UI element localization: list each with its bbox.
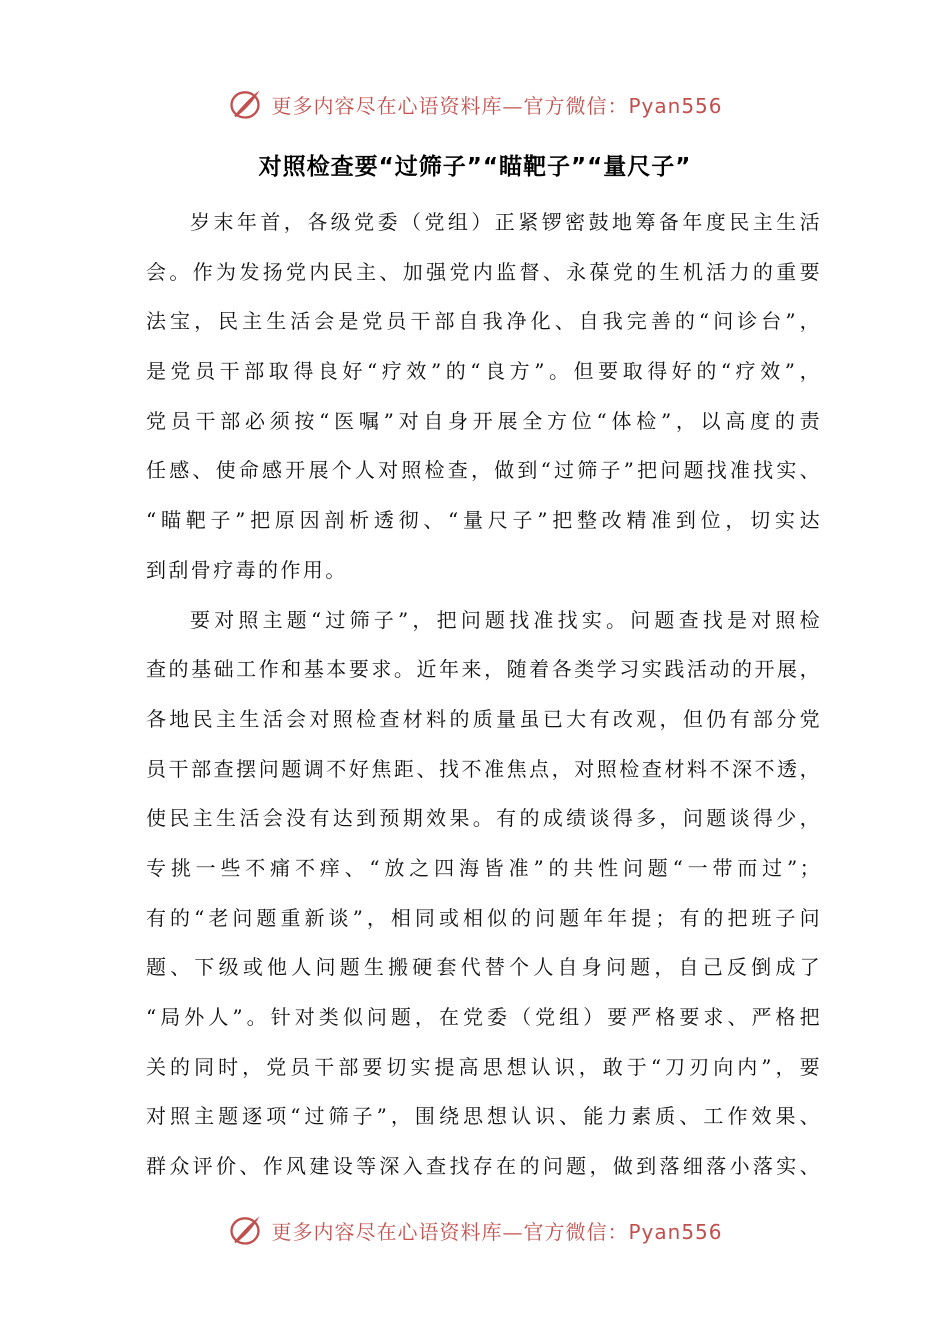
watermark-banner-bottom — [0, 1208, 950, 1252]
text-line: 要对照主题“过筛子”，把问题找准找实。问题查找是对照检 — [190, 607, 822, 632]
text-line: “瞄靶子”把原因剖析透彻、“量尺子”把整改精准到位，切实达 — [146, 508, 822, 533]
text-line: 有的“老问题重新谈”，相同或相似的问题年年提；有的把班子问 — [146, 905, 822, 930]
text-line: 岁末年首，各级党委（党组）正紧锣密鼓地筹备年度民主生活 — [190, 210, 822, 234]
text-line: 到刮骨疗毒的作用。 — [146, 557, 348, 582]
text-line: 各地民主生活会对照检查材料的质量虽已大有改观，但仍有部分党 — [146, 706, 822, 731]
text-line: “局外人”。针对类似问题，在党委（党组）要严格要求、严格把 — [146, 1005, 822, 1029]
text-line: 关的同时，党员干部要切实提高思想认识，敢于“刀刃向内”，要 — [146, 1054, 822, 1079]
watermark-wechat-id: Pyan556 — [628, 1219, 723, 1244]
text-line: 群众评价、作风建设等深入查找存在的问题，做到落细落小落实、 — [146, 1154, 822, 1179]
text-line: 会。作为发扬党内民主、加强党内监督、永葆党的生机活力的重要 — [146, 259, 822, 284]
text-line: 是党员干部取得良好“疗效”的“良方”。但要取得好的“疗效”， — [146, 359, 822, 384]
watermark-text — [271, 90, 722, 119]
document-body — [146, 198, 822, 1192]
paragraph-1 — [146, 198, 822, 596]
text-line: 查的基础工作和基本要求。近年来，随着各类学习实践活动的开展， — [146, 657, 822, 682]
text-line: 党员干部必须按“医嘱”对自身开展全方位“体检”，以高度的责 — [146, 408, 822, 433]
watermark-text-cn: 更多内容尽在心语资料库—官方微信： — [271, 93, 629, 118]
text-line: 员干部查摆问题调不好焦距、找不准焦点，对照检查材料不深不透， — [146, 756, 822, 781]
paragraph-2 — [146, 596, 822, 1192]
text-line: 法宝，民主生活会是党员干部自我净化、自我完善的“问诊台”， — [146, 309, 822, 334]
text-line: 专挑一些不痛不痒、“放之四海皆准”的共性问题“一带而过”； — [146, 855, 822, 880]
quill-pen-logo-icon — [227, 1212, 263, 1248]
text-line: 题、下级或他人问题生搬硬套代替个人自身问题，自己反倒成了 — [146, 955, 822, 980]
watermark-banner-top — [0, 82, 950, 126]
watermark-wechat-id: Pyan556 — [628, 93, 723, 118]
quill-pen-logo-icon — [227, 86, 263, 122]
watermark-text-cn: 更多内容尽在心语资料库—官方微信： — [271, 1219, 629, 1244]
text-line: 使民主生活会没有达到预期效果。有的成绩谈得多，问题谈得少， — [146, 806, 822, 831]
document-title: 对照检查要“过筛子”“瞄靶子”“量尺子” — [258, 154, 692, 180]
watermark-text — [271, 1216, 722, 1245]
text-line: 任感、使命感开展个人对照检查，做到“过筛子”把问题找准找实、 — [146, 458, 822, 483]
text-line: 对照主题逐项“过筛子”，围绕思想认识、能力素质、工作效果、 — [146, 1104, 822, 1129]
